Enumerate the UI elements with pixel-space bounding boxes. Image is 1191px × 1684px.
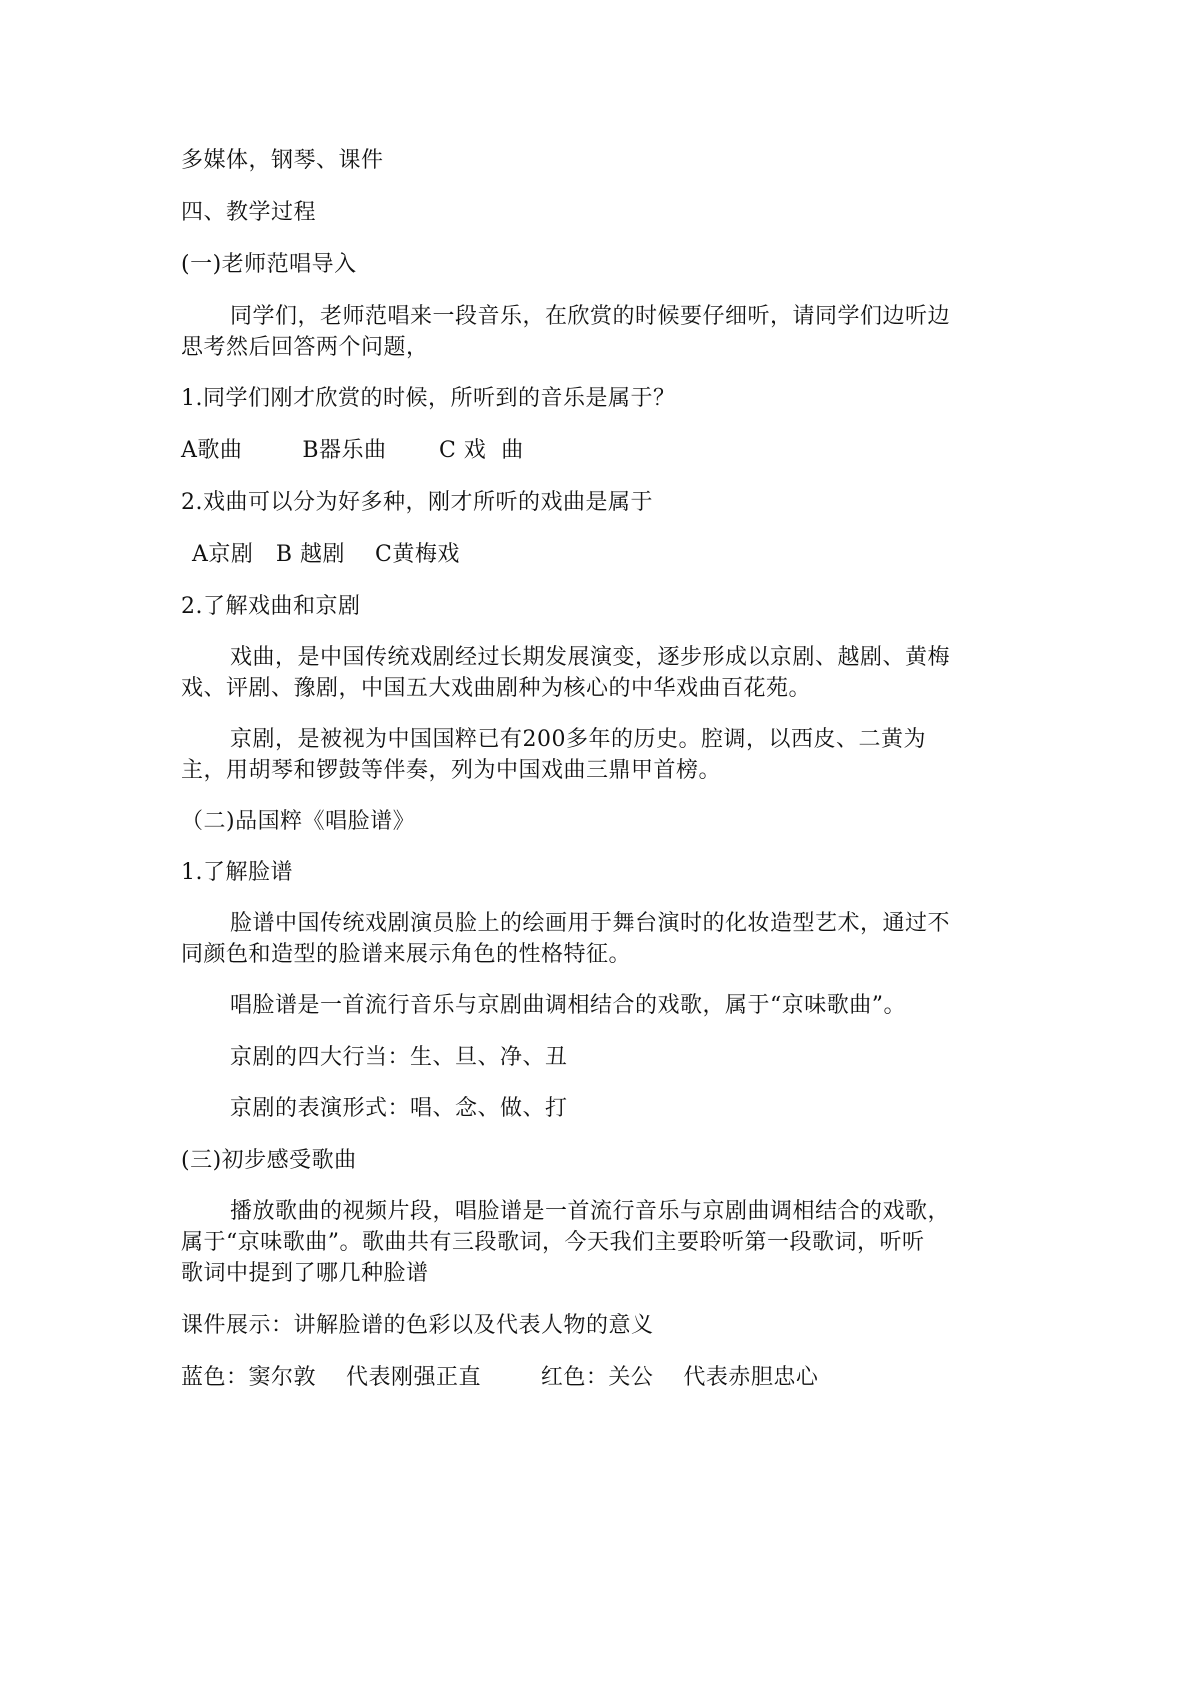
subheading-teacher-demo: (一)老师范唱导入 <box>181 252 357 277</box>
question-1: 1.同学们刚才欣赏的时候，所听到的音乐是属于？ <box>181 386 676 411</box>
paragraph-song-genre: 唱脸谱是一首流行音乐与京剧曲调相结合的戏歌，属于“京味歌曲”。 <box>230 993 906 1018</box>
subheading-understand-facial-makeup: 1.了解脸谱 <box>181 860 293 885</box>
paragraph-four-roles: 京剧的四大行当：生、旦、净、丑 <box>230 1045 568 1070</box>
section-heading-teaching-process: 四、教学过程 <box>181 200 317 225</box>
question-2-options: A京剧 B 越剧 C黄梅戏 <box>192 542 460 567</box>
subheading-understand-opera: 2.了解戏曲和京剧 <box>181 594 361 619</box>
paragraph-intro-line-1: 同学们，老师范唱来一段音乐，在欣赏的时候要仔细听，请同学们边听边 <box>230 304 951 329</box>
paragraph-facial-makeup-line-2: 同颜色和造型的脸谱来展示角色的性格特征。 <box>181 942 632 967</box>
question-1-options: A歌曲 B器乐曲 C 戏 曲 <box>181 438 524 463</box>
question-2: 2.戏曲可以分为好多种，刚才所听的戏曲是属于 <box>181 490 653 515</box>
paragraph-opera-line-1: 戏曲，是中国传统戏剧经过长期发展演变，逐步形成以京剧、越剧、黄梅 <box>230 645 951 670</box>
paragraph-peking-opera-line-2: 主，用胡琴和锣鼓等伴奏，列为中国戏曲三鼎甲首榜。 <box>181 758 722 783</box>
color-meanings-line: 蓝色：窦尔敦 代表刚强正直 红色：关公 代表赤胆忠心 <box>181 1365 819 1390</box>
paragraph-video-line-3: 歌词中提到了哪几种脸谱 <box>181 1261 429 1286</box>
paragraph-peking-opera-line-1: 京剧，是被视为中国国粹已有200多年的历史。腔调，以西皮、二黄为 <box>230 727 926 752</box>
paragraph-opera-line-2: 戏、评剧、豫剧，中国五大戏曲剧种为核心的中华戏曲百花苑。 <box>181 676 812 701</box>
subheading-facial-makeup-song: （二)品国粹《唱脸谱》 <box>181 809 416 834</box>
courseware-display: 课件展示：讲解脸谱的色彩以及代表人物的意义 <box>181 1313 654 1338</box>
subheading-first-listen: (三)初步感受歌曲 <box>181 1148 357 1173</box>
paragraph-intro-line-2: 思考然后回答两个问题， <box>181 335 429 360</box>
materials-line: 多媒体，钢琴、课件 <box>181 148 384 173</box>
paragraph-video-line-1: 播放歌曲的视频片段，唱脸谱是一首流行音乐与京剧曲调相结合的戏歌， <box>230 1199 951 1224</box>
paragraph-performance-forms: 京剧的表演形式：唱、念、做、打 <box>230 1096 568 1121</box>
paragraph-video-line-2: 属于“京味歌曲”。歌曲共有三段歌词，今天我们主要聆听第一段歌词，听听 <box>181 1230 925 1255</box>
paragraph-facial-makeup-line-1: 脸谱中国传统戏剧演员脸上的绘画用于舞台演时的化妆造型艺术，通过不 <box>230 911 951 936</box>
